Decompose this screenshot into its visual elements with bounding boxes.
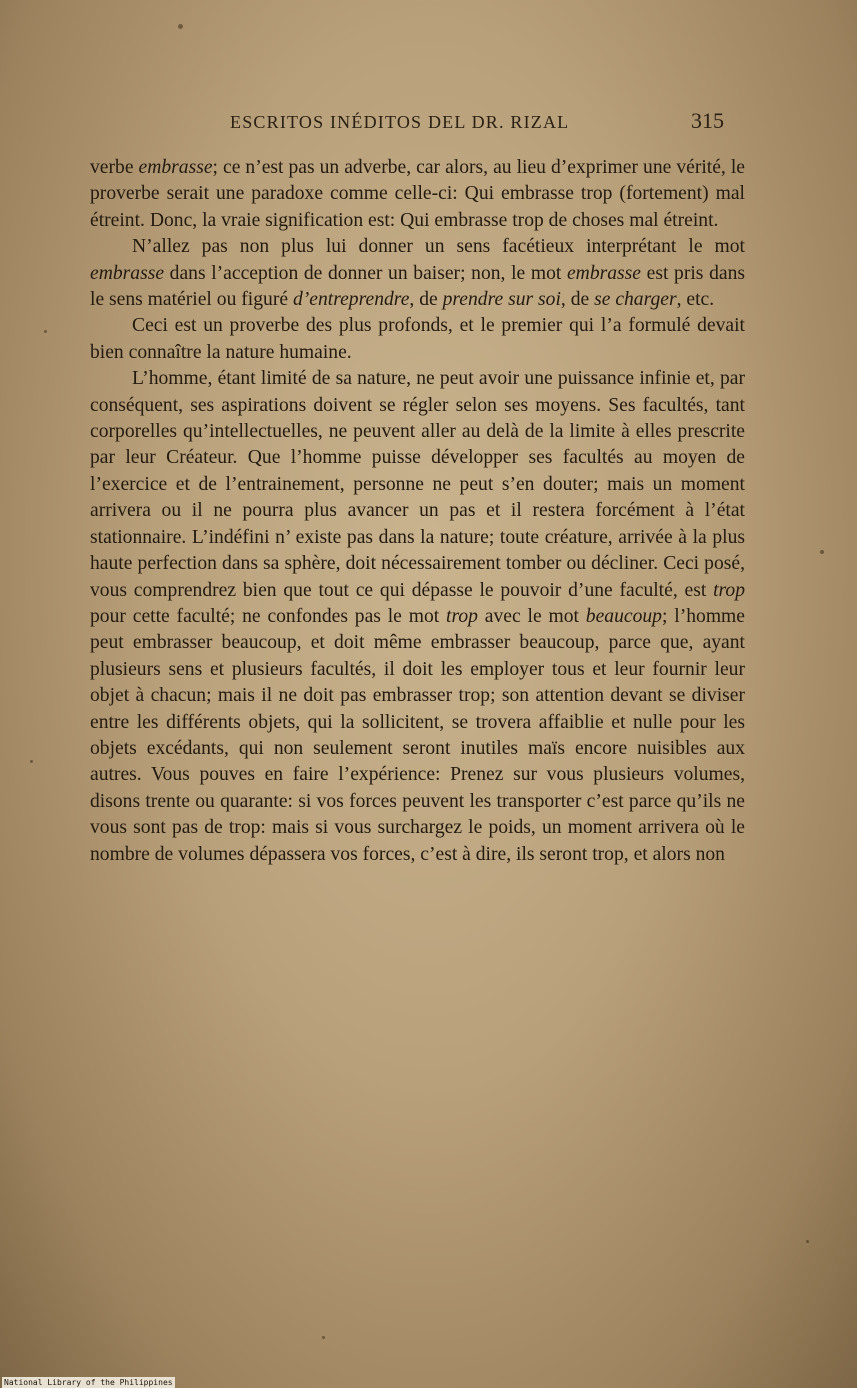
text-run: pour cette faculté; ne confondes pas le mot	[90, 605, 447, 627]
italic-term: embrasse	[138, 157, 213, 178]
text-run: , de	[409, 289, 443, 311]
paragraph	[90, 313, 745, 366]
italic-term: trop	[713, 579, 745, 601]
page-header	[90, 108, 748, 142]
text-run: L’homme, étant limité de sa nature, ne peut avoir une puissance infinie et, par conséquent, ses aspirations doivent se régler selon ses moyens. Ses facultés, tant corporelles qu’intellectuelles, ne peuvent aller au delà de la limite à elles prescrite par leur Créateur. Que l’homme puisse développer ses facultés au moyen de l’exercice et de l’entrainement, personne ne peut s’en douter; mais un moment arrivera ou il ne pourra plus avancer un pas et il restera forcément à l’état stationnaire. L’indéfini n’ existe pas dans la nature; toute créature, arrivée à la plus haute perfection dans sa sphère, doit nécessairement tomber ou décliner. Ceci posé, vous comprendrez bien que tout ce qui dépasse le pouvoir d’une faculté, est	[90, 368, 745, 601]
text-run: , de	[560, 289, 595, 311]
text-run: est pris dans le sens matériel ou figuré	[90, 262, 745, 311]
text-run: , etc.	[676, 289, 715, 311]
paragraph	[90, 234, 745, 313]
paper-speck	[44, 330, 47, 333]
paper-speck	[820, 550, 824, 554]
italic-term: beaucoup	[585, 605, 662, 627]
text-run: dans l’acception de donner un baiser; non, le mot	[164, 262, 567, 284]
paragraph	[90, 366, 745, 868]
paper-speck	[322, 1336, 325, 1339]
paper-speck	[806, 1240, 809, 1243]
page-number: 315	[691, 108, 724, 133]
italic-term: embrasse	[566, 262, 641, 284]
paper-speck	[30, 760, 33, 763]
library-credit: National Library of the Philippines	[4, 1378, 173, 1387]
text-run: Ceci est un proverbe des plus profonds, et le premier qui l’a formulé devait bien connaître la nature humaine.	[90, 315, 745, 363]
text-run: ; l’homme peut embrasser beaucoup, et doit même embrasser beaucoup, parce que, ayant plusieurs sens et plusieurs facultés, il doit les employer tous et leur fournir leur objet à chacun; mais il ne doit pas embrasser trop; son attention devant se diviser entre les différents objets, qui la sollicitent, se trovera affaiblie et nulle pour les objets excédants, qui non seulement seront inutiles maïs encore nuisibles aux autres. Vous pouves en faire l’expérience: Prenez sur vous plusieurs volumes, disons trente ou quarante: si vos forces peuvent les transporter c’est parce qu’ils ne vous sont pas de trop: mais si vous surchargez le poids, un moment arrivera où le nombre de volumes dépassera vos forces, c’est à dire, ils seront trop, et alors non	[90, 605, 745, 865]
paragraph	[90, 155, 745, 234]
italic-term: se charger	[594, 289, 677, 311]
text-run: N’allez pas non plus lui donner un sens facétieux interprétant le mot	[132, 236, 745, 258]
body-text	[90, 155, 745, 868]
italic-term: prendre sur soi	[442, 289, 561, 311]
text-run: avec le mot	[477, 605, 586, 627]
text-run: ; ce n’est pas un adverbe, car alors, au lieu d’exprimer une vérité, le proverbe serait une paradoxe comme celle-ci: Qui embrasse trop (fortement) mal étreint. Donc, la vraie signification est: Qui embrasse trop de choses mal étreint.	[90, 157, 745, 231]
text-run: verbe	[90, 157, 139, 178]
italic-term: d’entreprendre	[292, 289, 410, 311]
italic-term: trop	[446, 605, 478, 627]
italic-term: embrasse	[90, 262, 165, 284]
running-title: ESCRITOS INÉDITOS DEL DR. RIZAL	[230, 112, 570, 132]
paper-speck	[178, 24, 183, 29]
